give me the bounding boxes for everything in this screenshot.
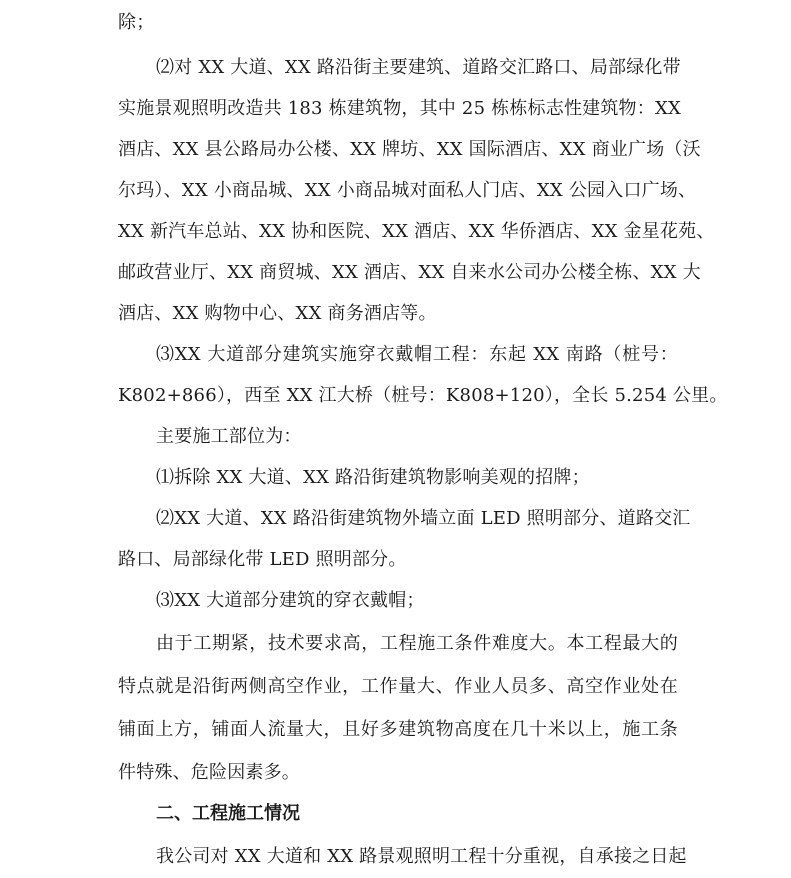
paragraph-line: 特点就是沿街两侧高空作业，工作量大、作业人员多、高空作业处在 bbox=[118, 676, 678, 697]
section-heading: 二、工程施工情况 bbox=[156, 803, 300, 824]
paragraph-line: 酒店、XX 购物中心、XX 商务酒店等。 bbox=[118, 303, 437, 324]
paragraph-line: 路口、局部绿化带 LED 照明部分。 bbox=[118, 549, 407, 570]
paragraph-line: 酒店、XX 县公路局办公楼、XX 牌坊、XX 国际酒店、XX 商业广场（沃 bbox=[118, 139, 701, 160]
paragraph-line: 由于工期紧，技术要求高，工程施工条件难度大。本工程最大的 bbox=[156, 633, 678, 654]
paragraph-line: 铺面上方，铺面人流量大，且好多建筑物高度在几十米以上，施工条 bbox=[118, 719, 678, 740]
paragraph-line: K802+866），西至 XX 江大桥（桩号：K808+120），全长 5.254 公里。 bbox=[118, 385, 728, 406]
paragraph-line: ⑵XX 大道、XX 路沿街建筑物外墙立面 LED 照明部分、道路交汇 bbox=[156, 508, 691, 529]
paragraph-line: ⑵对 XX 大道、XX 路沿街主要建筑、道路交汇路口、局部绿化带 bbox=[156, 57, 681, 78]
paragraph-line: 我公司对 XX 大道和 XX 路景观照明工程十分重视，自承接之日起 bbox=[156, 846, 687, 867]
paragraph-line: 尔玛）、XX 小商品城、XX 小商品城对面私人门店、XX 公园入口广场、 bbox=[118, 180, 697, 201]
paragraph-line: 件特殊、危险因素多。 bbox=[118, 762, 300, 783]
paragraph-line: 实施景观照明改造共 183 栋建筑物，其中 25 栋栋标志性建筑物：XX bbox=[118, 98, 681, 119]
paragraph-line: ⑴拆除 XX 大道、XX 路沿街建筑物影响美观的招牌； bbox=[156, 467, 590, 488]
paragraph-line: 除； bbox=[118, 12, 155, 33]
paragraph-line: ⑶XX 大道部分建筑的穿衣戴帽； bbox=[156, 590, 425, 611]
paragraph-line: ⑶XX 大道部分建筑实施穿衣戴帽工程：东起 XX 南路（桩号： bbox=[156, 344, 678, 365]
paragraph-line: 邮政营业厅、XX 商贸城、XX 酒店、XX 自来水公司办公楼全栋、XX 大 bbox=[118, 262, 701, 283]
paragraph-line: XX 新汽车总站、XX 协和医院、XX 酒店、XX 华侨酒店、XX 金星花苑、 bbox=[118, 221, 715, 242]
paragraph-line: 主要施工部位为： bbox=[156, 426, 302, 447]
